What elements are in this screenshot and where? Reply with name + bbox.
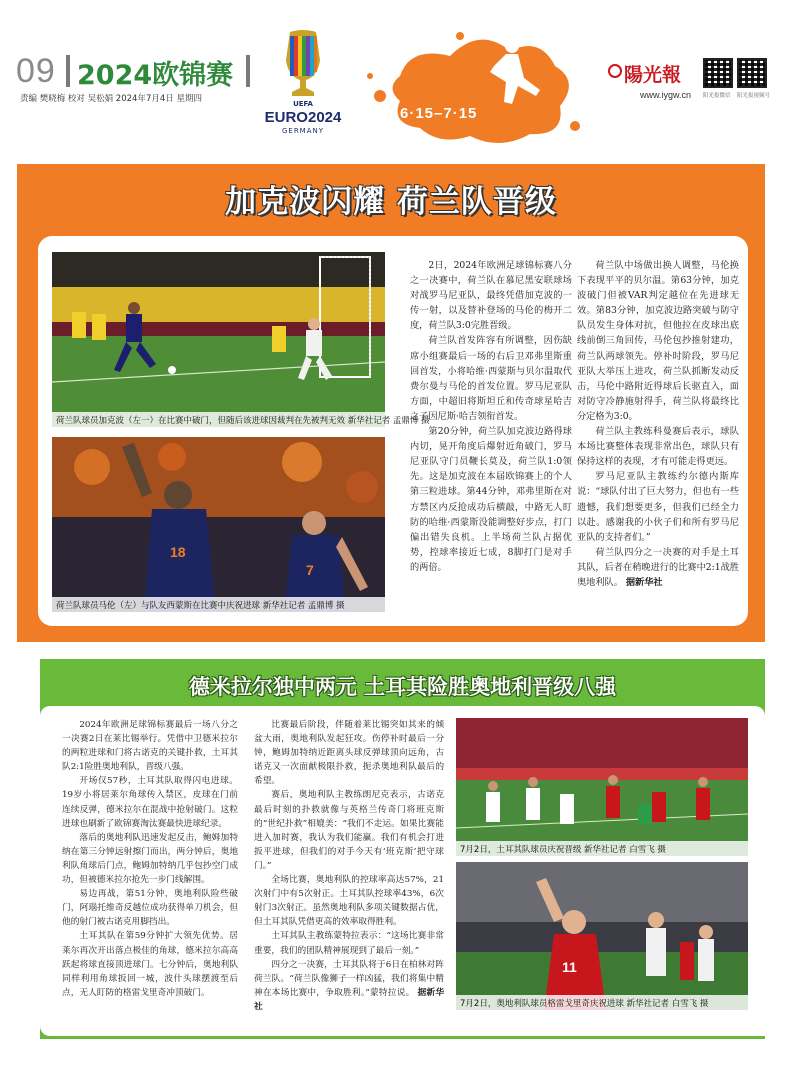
svg-text:11: 11: [562, 959, 577, 975]
article2-paragraph: 土耳其队主教练蒙特拉表示：“这场比赛非常重要，我们的团队精神展现到了最后一刻。”: [254, 931, 444, 956]
article1-photo1: [52, 252, 430, 427]
orange-splash-graphic: [340, 6, 590, 156]
article1-photo2-caption: 荷兰队球员马伦（左）与队友西蒙斯在比赛中庆祝进球 新华社记者 孟鼎博 摄: [52, 597, 385, 612]
article1-photo1-caption: 荷兰队球员加克波（左一）在比赛中破门，但随后该进球因裁判在先被判无效 新华社记者 孟鼎博 摄: [52, 412, 385, 427]
article2-photo2: [456, 862, 748, 1010]
article2-paragraph: 2024年欧洲足球锦标赛最后一场八分之一决赛2日在莱比锡举行。凭借中卫德米拉尔的两粒进球和门将古诺克的关键扑救，土耳其队2:1险胜奥地利队，晋级八强。: [62, 720, 238, 773]
logo-euro-text: EURO2024: [264, 109, 342, 126]
euro2024-logo: [258, 28, 348, 138]
article1-paragraph: 第20分钟，荷兰队加克波边路得球内切，晃开角度后爆射近角破门，罗马尼亚队守门员鞭长莫及，荷兰队1:0领先。这是加克波在本届欧锦赛上的个人第三粒进球。第44分钟，邓弗里斯在对方禁区内反抢成功后横敲，中路无人盯防的哈维·西蒙斯没能调整好步点，打门偏出错失良机。上半场荷兰队占据优势，控球率接近七成，8脚打门是对手的两倍。: [410, 426, 572, 573]
article2-photo1: [456, 718, 748, 856]
article2-column1: [62, 718, 238, 1000]
article2-paragraph: 赛后，奥地利队主教练朗尼克表示，古诺克最后时刻的扑救就像与英格兰传奇门将班克斯的“世纪扑救”相媲美：“我们不走运。如果比赛能进入加时赛，我认为我们能赢。我们有机会打进扳平进球，但我们的对手今天有‘班克斯’把守球门。”: [254, 790, 444, 871]
qr-caption: 阳光报视频号: [737, 93, 771, 99]
logo-germany-text: GERMANY: [281, 127, 325, 135]
article1-byline: 据新华社: [625, 576, 663, 588]
qr-code-icon: [703, 58, 733, 88]
article1-column1: [410, 258, 572, 575]
logo-uefa-text: UEFA: [293, 100, 313, 108]
article2-paragraph: 土耳其队在第59分钟扩大领先优势。居莱尔再次开出落点极佳的角球，德米拉尔高高跃起将球直接顶进球门。七分钟后，奥地利队同样利用角球扳回一城，波什头球摆渡至后点，无人盯防的格雷戈里奇冲顶破门。: [62, 931, 238, 998]
article1-headline: 加克波闪耀 荷兰队晋级: [225, 184, 557, 220]
svg-text:7: 7: [306, 562, 314, 578]
qr-code-icon: [737, 58, 767, 88]
website-link[interactable]: www.iygw.cn: [640, 90, 692, 100]
article2-column2: [254, 718, 444, 1014]
editor-credits: 责编 樊晓梅 校对 吴松娟 2024年7月4日 星期四: [20, 94, 202, 104]
article2-paragraph: 比赛最后阶段，伴随着莱比锡突如其来的倾盆大雨，奥地利队发起狂攻。伤停补时最后一分钟，鲍姆加特纳近距离头球反弹球顶向远角，古诺克又一次面献极限扑救，扼杀奥地利队最后的希望。: [254, 720, 444, 787]
section-divider-left: [66, 55, 70, 87]
article2-photo1-caption: 7月2日，土耳其队球员庆祝晋级 新华社记者 白雪飞 摄: [456, 841, 748, 856]
article2-paragraph: 落后的奥地利队迅速发起反击，鲍姆加特纳在第三分钟远射擦门而出，两分钟后，奥地利队角球后门点，鲍姆加特纳几乎包抄空门成功，但被德米拉尔抢先一步门线解围。: [62, 832, 238, 886]
article2-paragraph: 易边再战，第51分钟，奥地利队险些破门，阿瑙托维奇反越位成功获得单刀机会，但他的射门被古诺克用脚挡出。: [62, 889, 238, 928]
article2-photo2-caption: 7月2日，奥地利队球员格雷戈里奇庆祝进球 新华社记者 白雪飞 摄: [456, 995, 748, 1010]
article2-paragraph: 开场仅57秒，土耳其队取得闪电进球。19岁小将居莱尔角球传入禁区，皮球在门前连续反弹，德米拉尔在混战中抢射破门。这粒进球也刷新了欧锦赛淘汰赛最快进球纪录。: [62, 776, 238, 829]
article1-paragraph: 荷兰队四分之一决赛的对手是土耳其队，后者在稍晚进行的比赛中2:1战胜奥地利队。 据新华社: [577, 546, 739, 588]
article2-headline: 德米拉尔独中两元 土耳其险胜奥地利晋级八强: [188, 675, 617, 699]
article2-byline: 据新华社: [254, 987, 445, 1012]
article1-paragraph: 荷兰队主教练科曼赛后表示，球队本场比赛整体表现非常出色，球队只有保持这样的表现，才有可能走得更远。: [577, 426, 739, 468]
article1-paragraph: 荷兰队中场做出换人调整，马伦换下表现平平的贝尔温。第63分钟，加克波破门但被VAR判定越位在先进球无效。第83分钟，加克波边路突破与防守队员发生身体对抗，但他拉在皮球出底线前倒三角回传，马伦包抄推射建功，荷兰队两球领先。停补时阶段，罗马尼亚队大举压上进攻，荷兰队抓断发动反击，马伦中路附近得球后长驱直入，面对防守冷静施射得手，荷兰队将最终比分定格为3:0。: [577, 260, 739, 422]
article1-paragraph: 荷兰队首发阵容有所调整，因伤缺席小组赛最后一场的右后卫邓弗里斯重回首发，小将哈维·西蒙斯与贝尔温取代费尔曼与马伦的首发位置。罗马尼亚队方面，中超旧将斯坦丘和传奇球星哈吉之子因尼斯·哈吉领衔首发。: [410, 335, 572, 422]
article2-paragraph: 全场比赛，奥地利队的控球率高达57%，21次射门中有5次射正。土耳其队控球率43%，6次射门3次射正。虽然奥地利队多项关键数据占优，但土耳其队凭借更高的效率取得胜利。: [254, 875, 444, 928]
article1-paragraph: 2日，2024年欧洲足球锦标赛八分之一决赛中，荷兰队在慕尼黑安联球场对战罗马尼亚队，最终凭借加克波的一传一射，以及替补登场的马伦的梅开二度，荷兰队3:0完胜晋级。: [410, 260, 572, 332]
article1-paragraph: 罗马尼亚队主教练约尔德内斯库说：“球队付出了巨大努力，但也有一些遗憾，我们想要更多，但我们已经全力以赴。感谢我的小伙子们和所有罗马尼亚队的支持者们。”: [577, 471, 739, 543]
qr-caption: 阳光报微信: [703, 93, 731, 99]
page-number: 09: [16, 52, 56, 90]
section-title: 2024欧锦赛: [77, 60, 234, 91]
article1-column2: [577, 258, 739, 590]
newspaper-logo: 陽光報: [624, 64, 682, 86]
section-divider-right: [246, 55, 250, 87]
ball-icon: [538, 29, 552, 43]
article1-photo2: [52, 437, 385, 612]
tournament-dates: 6·15–7·15: [400, 105, 478, 122]
article2-paragraph: 四分之一决赛，土耳其队将于6日在柏林对阵荷兰队。“荷兰队像狮子一样凶猛，我们将集中精神在本场比赛中，争取胜利。”蒙特拉说。 据新华社: [254, 959, 445, 1012]
svg-text:18: 18: [170, 544, 186, 560]
trophy-icon: [276, 30, 330, 98]
